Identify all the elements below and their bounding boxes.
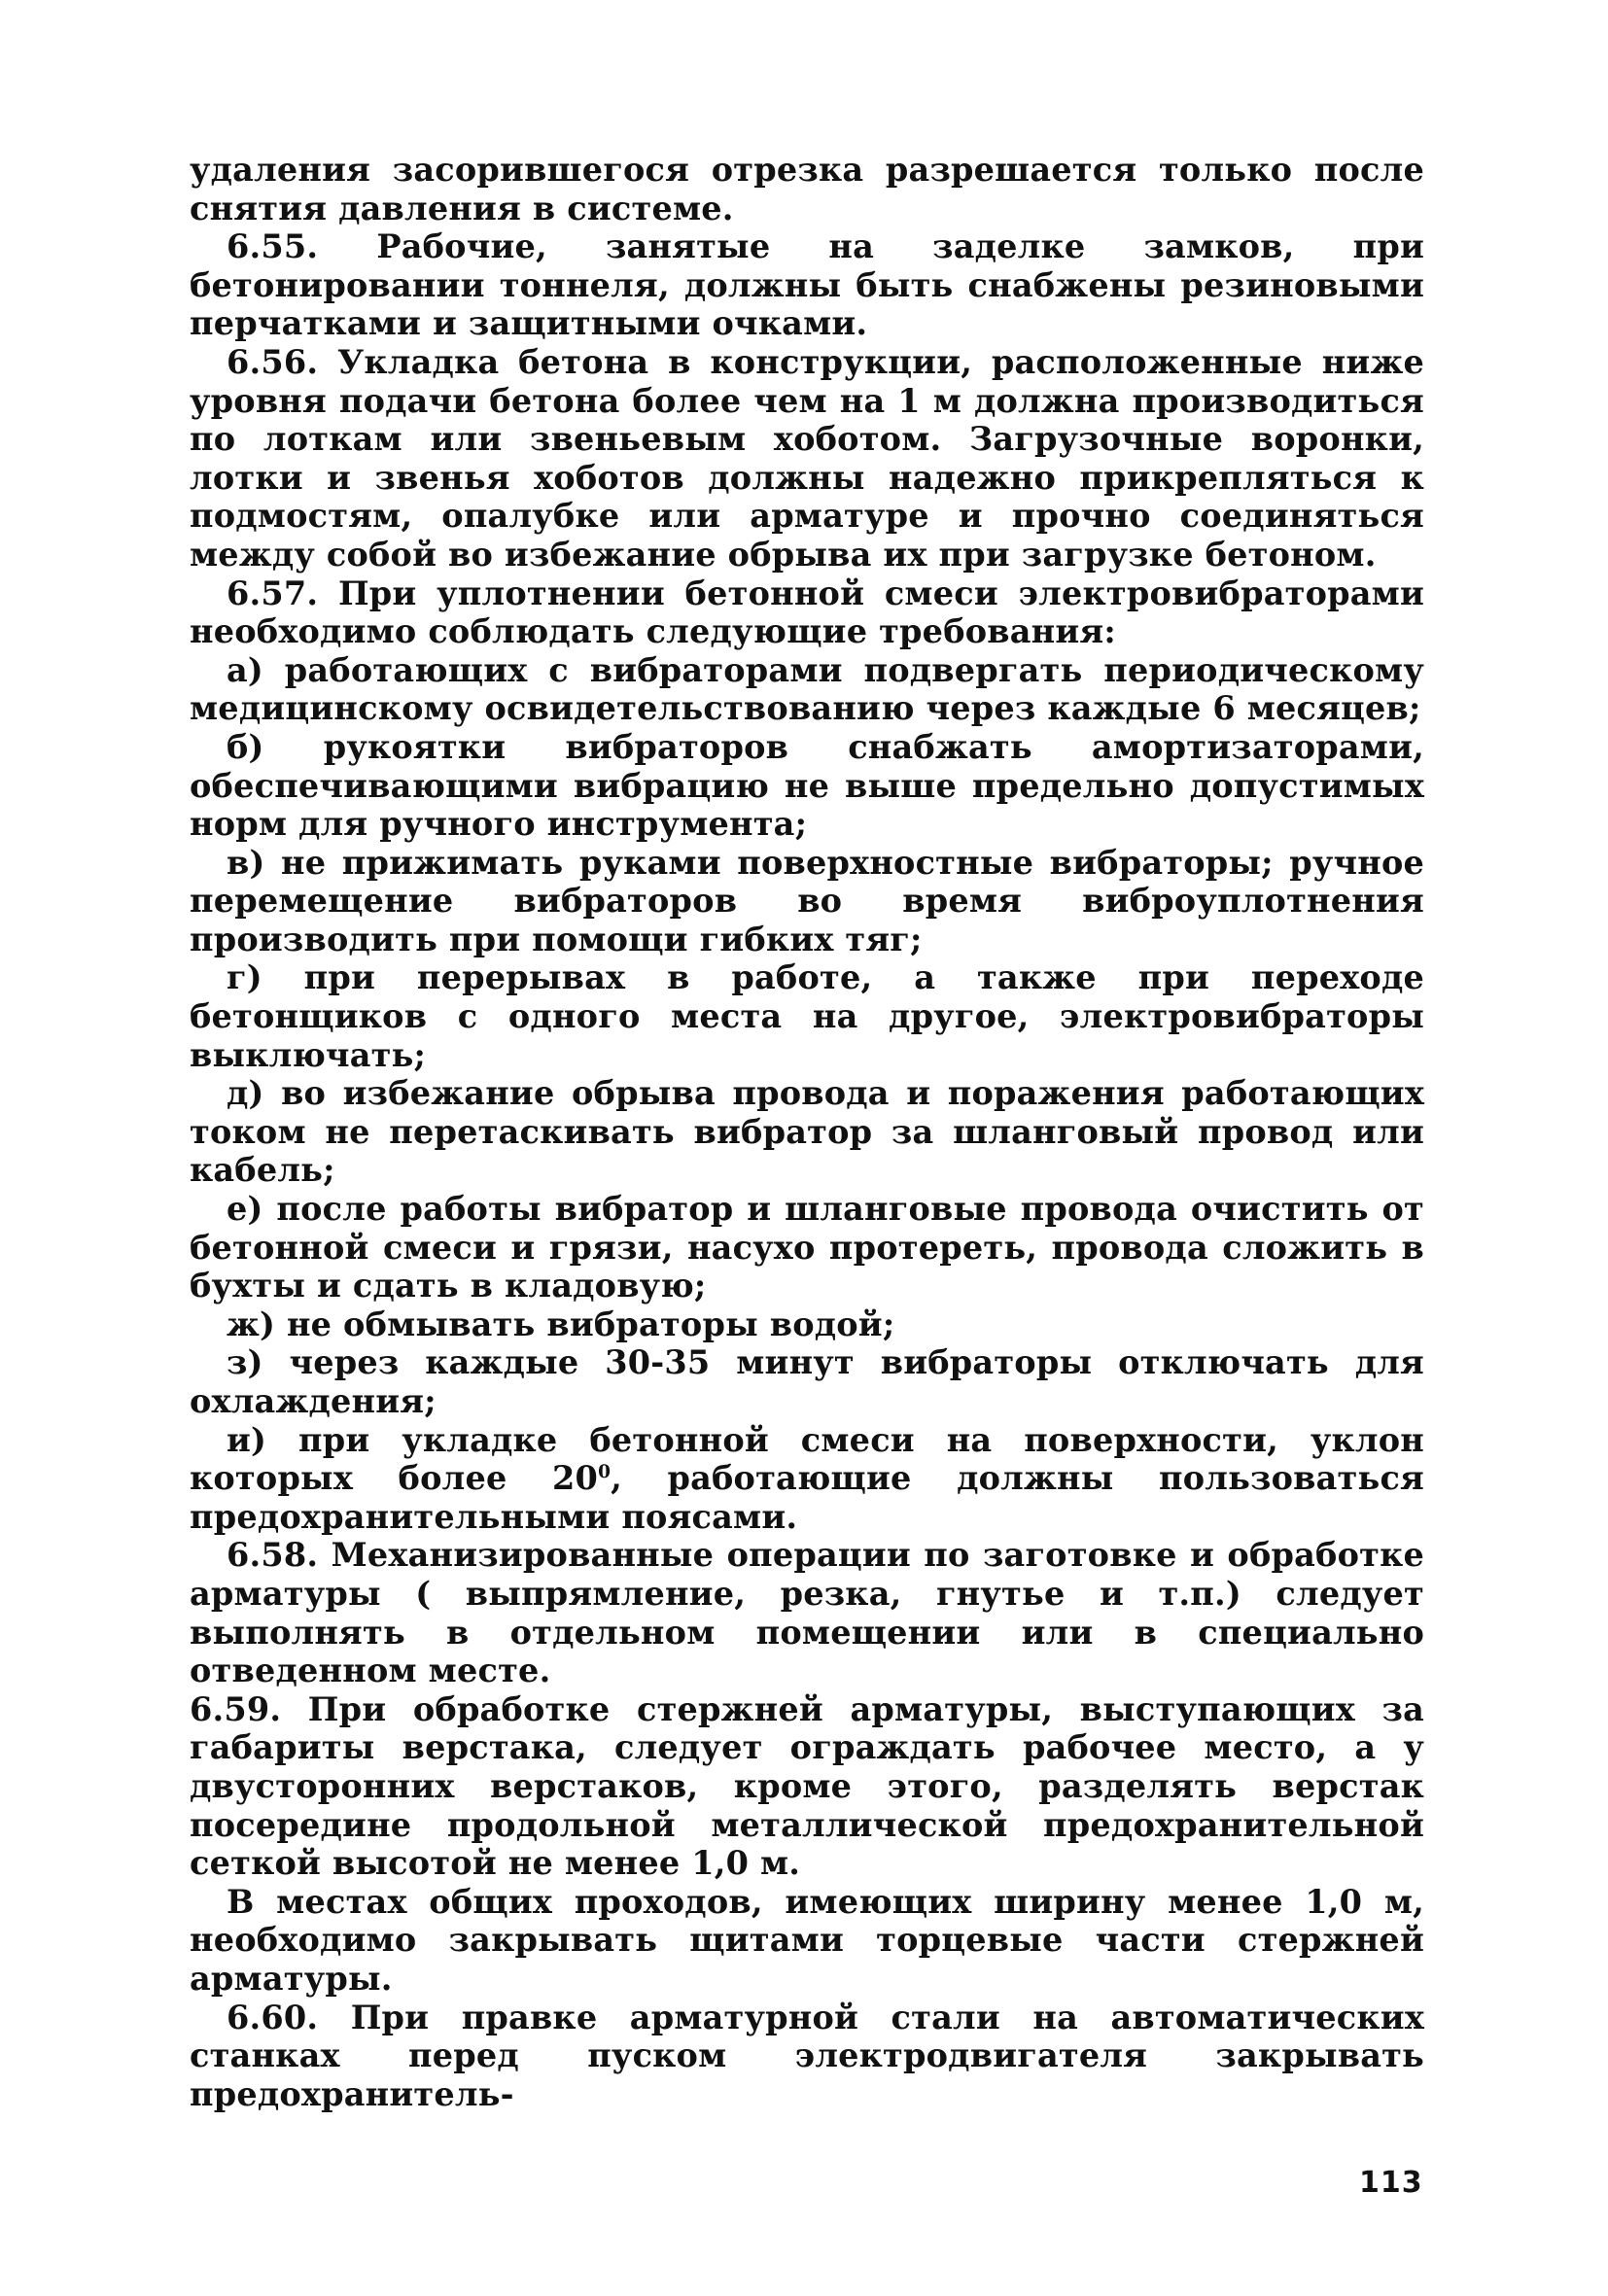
list-item-v: в) не прижимать руками поверхностные вибраторы; ручное перемещение вибраторов во время виброуплотнения производить при помощи гибких тяг;	[190, 843, 1424, 958]
degree-superscript: 0	[598, 1462, 612, 1483]
paragraph-6-56: 6.56. Укладка бетона в конструкции, расположенные ниже уровня подачи бетона более чем на 1 м должна производиться по лоткам или звеньевым хоботом. Загрузочные воронки, лотки и звенья хоботов должны надежно прикрепляться к подмостям, опалубке или арматуре и прочно соединяться между собой во избежание обрыва их при загрузке бетоном.	[190, 342, 1424, 574]
paragraph-6-55: 6.55. Рабочие, занятые на заделке замков, при бетонировании тоннеля, должны быть снабжены резиновыми перчатками и защитными очками.	[190, 227, 1424, 343]
document-page	[190, 151, 1424, 2113]
paragraph-6-59: 6.59. При обработке стержней арматуры, выступающих за габариты верстака, следует ограждать рабочее место, а у двусторонних верстаков, кроме этого, разделять верстак посередине продольной металлической предохранительной сеткой высотой не менее 1,0 м.	[190, 1689, 1424, 1883]
list-item-b: б) рукоятки вибраторов снабжать амортизаторами, обеспечивающими вибрацию не выше предельно допустимых норм для ручного инструмента;	[190, 727, 1424, 844]
list-item-a: а) работающих с вибраторами подвергать периодическому медицинскому освидетельствованию через каждые 6 месяцев;	[190, 650, 1424, 728]
list-item-i-text-after: , работающие должны пользоваться предохранительными поясами.	[190, 1459, 1424, 1536]
list-item-i	[190, 1421, 1424, 1537]
paragraph-6-57: 6.57. При уплотнении бетонной смеси электровибраторами необходимо соблюдать следующие требования:	[190, 574, 1424, 651]
page-number: 113	[1359, 2166, 1423, 2200]
paragraph-6-58: 6.58. Механизированные операции по заготовке и обработке арматуры ( выпрямление, резка, гнутье и т.п.) следует выполнять в отдельном помещении или в специально отведенном месте.	[190, 1536, 1424, 1690]
list-item-g: г) при перерывах в работе, а также при переходе бетонщиков с одного места на другое, электровибраторы выключать;	[190, 958, 1424, 1074]
list-item-e: е) после работы вибратор и шланговые провода очистить от бетонной смеси и грязи, насухо протереть, провода сложить в бухты и сдать в кладовую;	[190, 1190, 1424, 1305]
list-item-d: д) во избежание обрыва провода и поражения работающих током не перетаскивать вибратор за шланговый провод или кабель;	[190, 1074, 1424, 1190]
paragraph-common-passages: В местах общих проходов, имеющих ширину менее 1,0 м, необходимо закрывать щитами торцевые части стержней арматуры.	[190, 1882, 1424, 1998]
list-item-i-text-before: и) при укладке бетонной смеси на поверхности, уклон которых более 20	[190, 1420, 1424, 1498]
paragraph-6-60: 6.60. При правке арматурной стали на автоматических станках перед пуском электродвигателя закрывать предохранитель-	[190, 1998, 1424, 2113]
list-item-z: з) через каждые 30-35 минут вибраторы отключать для охлаждения;	[190, 1343, 1424, 1420]
paragraph-continuation: удаления засорившегося отрезка разрешается только после снятия давления в системе.	[190, 151, 1424, 227]
list-item-zh: ж) не обмывать вибраторы водой;	[227, 1305, 895, 1343]
